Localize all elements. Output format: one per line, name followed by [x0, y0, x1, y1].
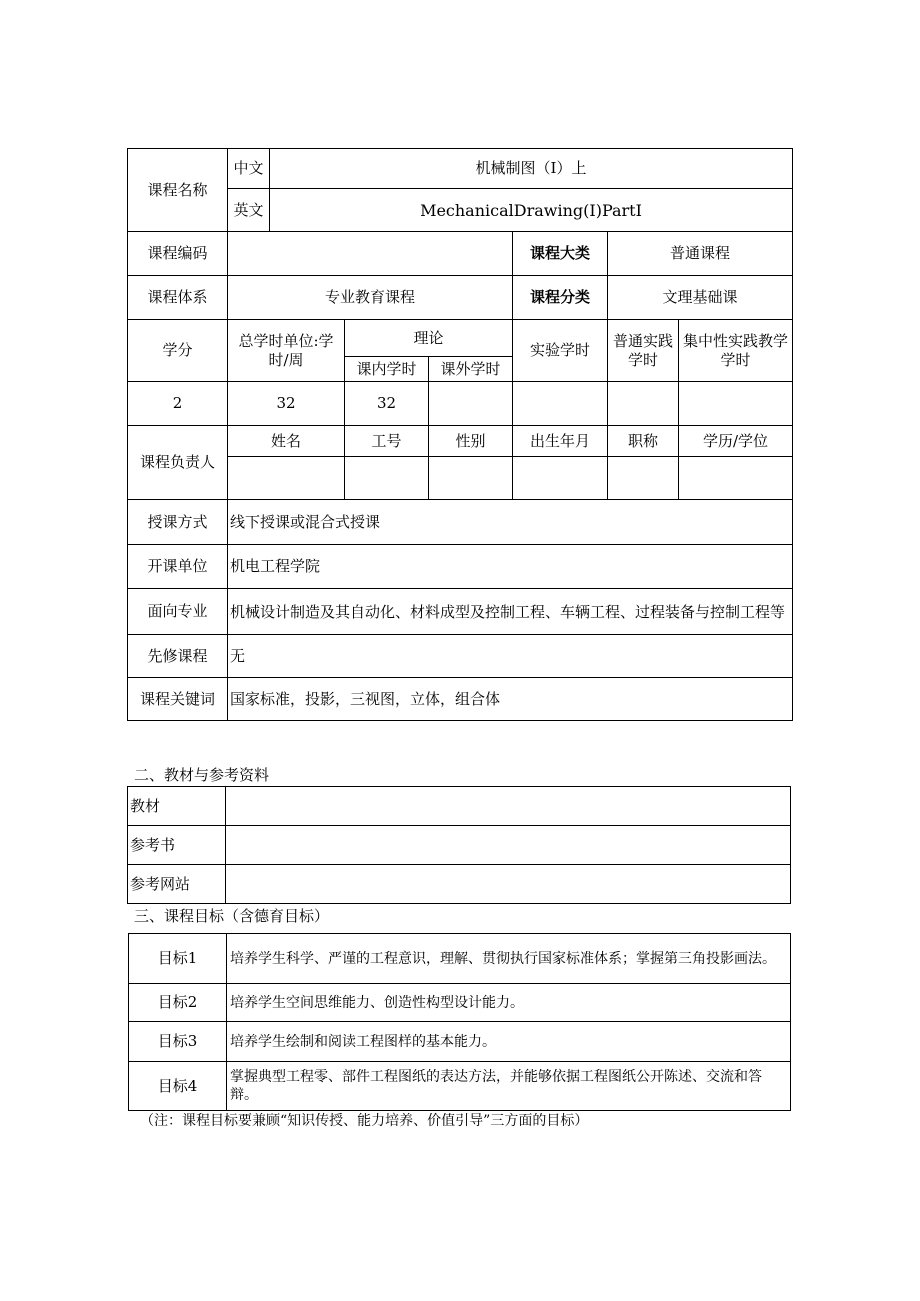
teaching-mode-value: 线下授课或混合式授课	[228, 500, 793, 545]
reference-website-value	[226, 865, 791, 904]
lead-name-value	[228, 457, 345, 500]
goal-label: 目标3	[129, 1022, 227, 1062]
goal-text: 掌握典型工程零、部件工程图纸的表达方法，并能够依据工程图纸公开陈述、交流和答辩。	[227, 1062, 791, 1111]
goal-label: 目标2	[129, 984, 227, 1022]
out-class-hours-label: 课外学时	[429, 357, 513, 382]
intensive-practice-value	[679, 382, 793, 426]
lead-col-gender: 性别	[429, 426, 513, 457]
in-class-hours-label: 课内学时	[345, 357, 429, 382]
lab-hours-value	[513, 382, 608, 426]
keywords-label: 课程关键词	[128, 678, 228, 721]
materials-heading: 二、教材与参考资料	[134, 766, 270, 784]
target-major-label: 面向专业	[128, 589, 228, 635]
goal-label: 目标1	[129, 934, 227, 984]
offering-unit-value: 机电工程学院	[228, 545, 793, 589]
en-label: 英文	[228, 189, 270, 232]
lead-col-birth: 出生年月	[513, 426, 608, 457]
course-info-table	[127, 148, 793, 721]
course-category-value: 普通课程	[608, 232, 793, 276]
lead-col-name: 姓名	[228, 426, 345, 457]
lead-gender-value	[429, 457, 513, 500]
course-code-label: 课程编码	[128, 232, 228, 276]
prerequisite-value: 无	[228, 635, 793, 678]
in-class-hours-value: 32	[345, 382, 429, 426]
practice-hours-label: 普通实践学时	[608, 320, 679, 382]
goals-note: （注：课程目标要兼顾“知识传授、能力培养、价值引导”三方面的目标）	[140, 1113, 589, 1129]
course-class-label: 课程分类	[513, 276, 608, 320]
course-category-label: 课程大类	[513, 232, 608, 276]
reference-book-label: 参考书	[128, 826, 226, 865]
keywords-value: 国家标准，投影，三视图，立体，组合体	[228, 678, 793, 721]
goal-label: 目标4	[129, 1062, 227, 1111]
course-name-en: MechanicalDrawing(I)PartI	[270, 189, 793, 232]
course-name-cn: 机械制图（I）上	[270, 149, 793, 189]
reference-website-label: 参考网站	[128, 865, 226, 904]
practice-hours-value	[608, 382, 679, 426]
goals-table	[128, 933, 791, 1111]
course-name-label: 课程名称	[128, 149, 228, 232]
lead-birth-value	[513, 457, 608, 500]
course-system-value: 专业教育课程	[228, 276, 513, 320]
prerequisite-label: 先修课程	[128, 635, 228, 678]
goal-text: 培养学生空间思维能力、创造性构型设计能力。	[227, 984, 791, 1022]
textbook-label: 教材	[128, 787, 226, 826]
course-lead-label: 课程负责人	[128, 426, 228, 500]
total-hours-value: 32	[228, 382, 345, 426]
credit-label: 学分	[128, 320, 228, 382]
textbook-value	[226, 787, 791, 826]
lead-title-value	[608, 457, 679, 500]
course-class-value: 文理基础课	[608, 276, 793, 320]
lead-col-id: 工号	[345, 426, 429, 457]
cn-label: 中文	[228, 149, 270, 189]
teaching-mode-label: 授课方式	[128, 500, 228, 545]
target-major-value: 机械设计制造及其自动化、材料成型及控制工程、车辆工程、过程装备与控制工程等	[228, 589, 793, 635]
theory-label: 理论	[345, 320, 513, 357]
intensive-practice-label: 集中性实践教学学时	[679, 320, 793, 382]
reference-book-value	[226, 826, 791, 865]
lead-degree-value	[679, 457, 793, 500]
credit-value: 2	[128, 382, 228, 426]
lead-col-degree: 学历/学位	[679, 426, 793, 457]
lead-col-title: 职称	[608, 426, 679, 457]
total-hours-label: 总学时单位:学时/周	[228, 320, 345, 382]
out-class-hours-value	[429, 382, 513, 426]
lead-id-value	[345, 457, 429, 500]
goal-text: 培养学生科学、严谨的工程意识，理解、贯彻执行国家标准体系；掌握第三角投影画法。	[227, 934, 791, 984]
lab-hours-label: 实验学时	[513, 320, 608, 382]
course-system-label: 课程体系	[128, 276, 228, 320]
goal-text: 培养学生绘制和阅读工程图样的基本能力。	[227, 1022, 791, 1062]
offering-unit-label: 开课单位	[128, 545, 228, 589]
goals-heading: 三、课程目标（含德育目标）	[134, 907, 330, 925]
course-code-value	[228, 232, 513, 276]
materials-table	[127, 786, 791, 904]
